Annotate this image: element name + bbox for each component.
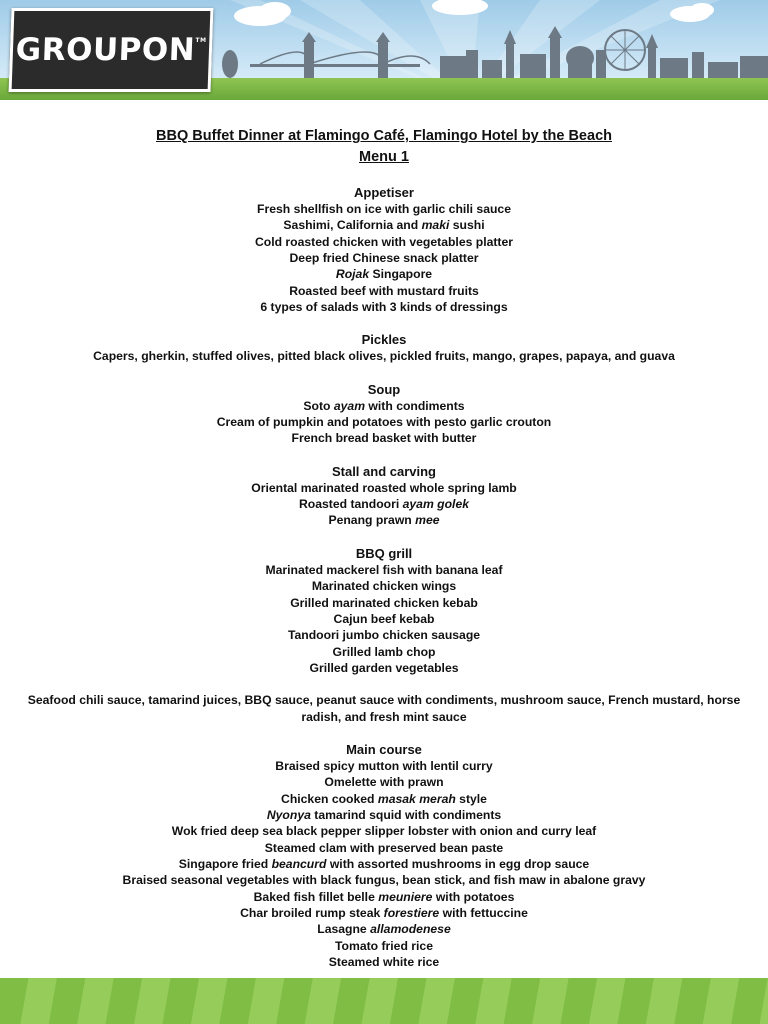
menu-item	[20, 889, 748, 905]
menu-item	[20, 496, 748, 512]
menu-item-italic-term: maki	[421, 218, 450, 233]
trademark-mark: TM	[195, 36, 207, 44]
menu-item-italic-term: masak merah	[377, 791, 456, 806]
menu-item	[20, 562, 748, 578]
header-banner	[0, 0, 768, 100]
menu-item	[20, 414, 748, 430]
menu-item-italic-term: beancurd	[271, 856, 327, 871]
menu-item	[20, 840, 748, 856]
menu-item-text: Singapore	[369, 267, 433, 282]
section-heading-stall: Stall and carving	[331, 463, 437, 479]
sauces-line: Seafood chili sauce, tamarind juices, BBQ sauce, peanut sauce with condiments, mushroom sauce, French mustard, horse radish, and fresh mint sauce	[27, 693, 741, 724]
menu-item-text: Penang prawn	[328, 513, 416, 528]
menu-item-italic-term: ayam golek	[402, 497, 469, 512]
menu-item-text: Grilled lamb chop	[332, 644, 436, 659]
spacer	[20, 676, 748, 692]
menu-item	[20, 823, 748, 839]
menu-item	[20, 430, 748, 446]
menu-item	[20, 660, 748, 676]
menu-item	[20, 512, 748, 528]
section-heading-appetiser: Appetiser	[354, 185, 414, 200]
section-pickles	[20, 348, 748, 364]
section-heading-soup: Soup	[367, 381, 401, 397]
menu-item-text: Fresh shellfish on ice with garlic chili sauce	[257, 202, 511, 216]
menu-item-text: tamarind squid with condiments	[310, 807, 502, 822]
menu-item	[20, 954, 748, 970]
menu-item-text: Roasted beef with mustard fruits	[289, 283, 479, 298]
menu-item	[20, 201, 748, 217]
menu-item-text: Oriental marinated roasted whole spring lamb	[251, 480, 517, 495]
menu-item-text: Roasted tandoori	[299, 497, 403, 512]
menu-item-text: Sashimi, California and	[283, 218, 422, 233]
menu-item	[20, 758, 748, 774]
menu-item	[20, 774, 748, 790]
menu-item	[20, 611, 748, 627]
menu-item-text: Tomato fried rice	[335, 938, 433, 953]
menu-item	[20, 938, 748, 954]
menu-item-text: Tandoori jumbo chicken sausage	[287, 628, 481, 643]
section-heading-main: Main course	[346, 741, 422, 757]
menu-item	[20, 921, 748, 937]
menu-item-text: with potatoes	[432, 889, 515, 904]
menu-item-text: with condiments	[365, 398, 465, 413]
menu-item-text: Marinated chicken wings	[311, 579, 457, 594]
menu-item-text: Capers, gherkin, stuffed olives, pitted black olives, pickled fruits, mango, grapes, papaya, and guava	[93, 349, 675, 364]
menu-item-italic-term: forestiere	[383, 906, 440, 920]
menu-item	[20, 480, 748, 496]
menu-item-text: Wok fried deep sea black pepper slipper lobster with onion and curry leaf	[171, 824, 597, 839]
section-appetiser	[20, 201, 748, 315]
section-soup	[20, 398, 748, 447]
menu-title: BBQ Buffet Dinner at Flamingo Café, Flamingo Hotel by the Beach	[156, 128, 612, 144]
menu-item-text: style	[455, 791, 487, 806]
menu-item	[20, 644, 748, 660]
menu-item	[20, 807, 748, 823]
menu-item	[20, 791, 748, 807]
menu-item-italic-term: mee	[415, 513, 440, 528]
menu-item	[20, 283, 748, 299]
menu-item-text: Lasagne	[317, 922, 371, 937]
menu-item-text: Deep fried Chinese snack platter	[289, 251, 479, 266]
menu-item-italic-term: allamodenese	[370, 922, 451, 937]
menu-item-text: Grilled marinated chicken kebab	[290, 595, 478, 610]
menu-item-text: sushi	[449, 218, 485, 233]
groupon-logo[interactable]	[9, 8, 214, 92]
menu-item-text: with fettuccine	[439, 906, 528, 920]
footer-grass	[0, 978, 768, 1024]
menu-item	[20, 398, 748, 414]
menu-item	[20, 266, 748, 282]
menu-item-italic-term: ayam	[333, 398, 366, 413]
menu-item-text: Steamed clam with preserved bean paste	[264, 840, 504, 855]
section-bbq	[20, 562, 748, 676]
menu-document	[20, 126, 748, 970]
menu-item	[20, 348, 748, 364]
menu-item-text: Cold roasted chicken with vegetables platter	[254, 234, 514, 249]
section-main	[20, 758, 748, 970]
menu-item-text: Baked fish fillet belle	[253, 889, 379, 904]
menu-item	[20, 872, 748, 888]
menu-item-italic-term: meuniere	[378, 889, 433, 904]
section-heading-bbq: BBQ grill	[355, 545, 413, 561]
menu-item-text: 6 types of salads with 3 kinds of dressings	[260, 300, 508, 315]
menu-item	[20, 627, 748, 643]
menu-item	[20, 299, 748, 315]
menu-item-text: Braised spicy mutton with lentil curry	[275, 758, 493, 773]
menu-item-text: Braised seasonal vegetables with black fungus, bean stick, and fish maw in abalone gravy	[122, 873, 646, 888]
menu-item	[20, 234, 748, 250]
menu-item-text: with assorted mushrooms in egg drop sauce	[326, 856, 590, 871]
menu-item-text: Cajun beef kebab	[333, 611, 435, 626]
menu-item	[20, 578, 748, 594]
menu-item-text: Singapore fried	[178, 856, 272, 871]
menu-item	[20, 595, 748, 611]
menu-item	[20, 905, 748, 921]
menu-item	[20, 856, 748, 872]
logo-text: GROUPON	[15, 32, 196, 68]
london-skyline-illustration	[200, 20, 768, 82]
menu-item-text: French bread basket with butter	[291, 431, 477, 446]
menu-item-text: Steamed white rice	[328, 955, 440, 970]
section-stall	[20, 480, 748, 529]
menu-item	[20, 250, 748, 266]
menu-item-text: Chicken cooked	[281, 791, 378, 806]
section-heading-pickles: Pickles	[361, 332, 407, 348]
menu-item-text: Cream of pumpkin and potatoes with pesto garlic crouton	[216, 415, 552, 430]
menu-item-italic-term: Rojak	[335, 267, 370, 282]
menu-item	[20, 217, 748, 233]
menu-item-italic-term: Nyonya	[266, 807, 311, 822]
menu-item-text: Grilled garden vegetables	[309, 660, 459, 675]
menu-item-text: Marinated mackerel fish with banana leaf	[265, 562, 503, 577]
menu-item-text: Omelette with prawn	[324, 775, 444, 790]
menu-subtitle: Menu 1	[359, 149, 409, 165]
menu-item-text: Soto	[303, 398, 334, 413]
menu-item-text: Char broiled rump steak	[240, 906, 384, 920]
